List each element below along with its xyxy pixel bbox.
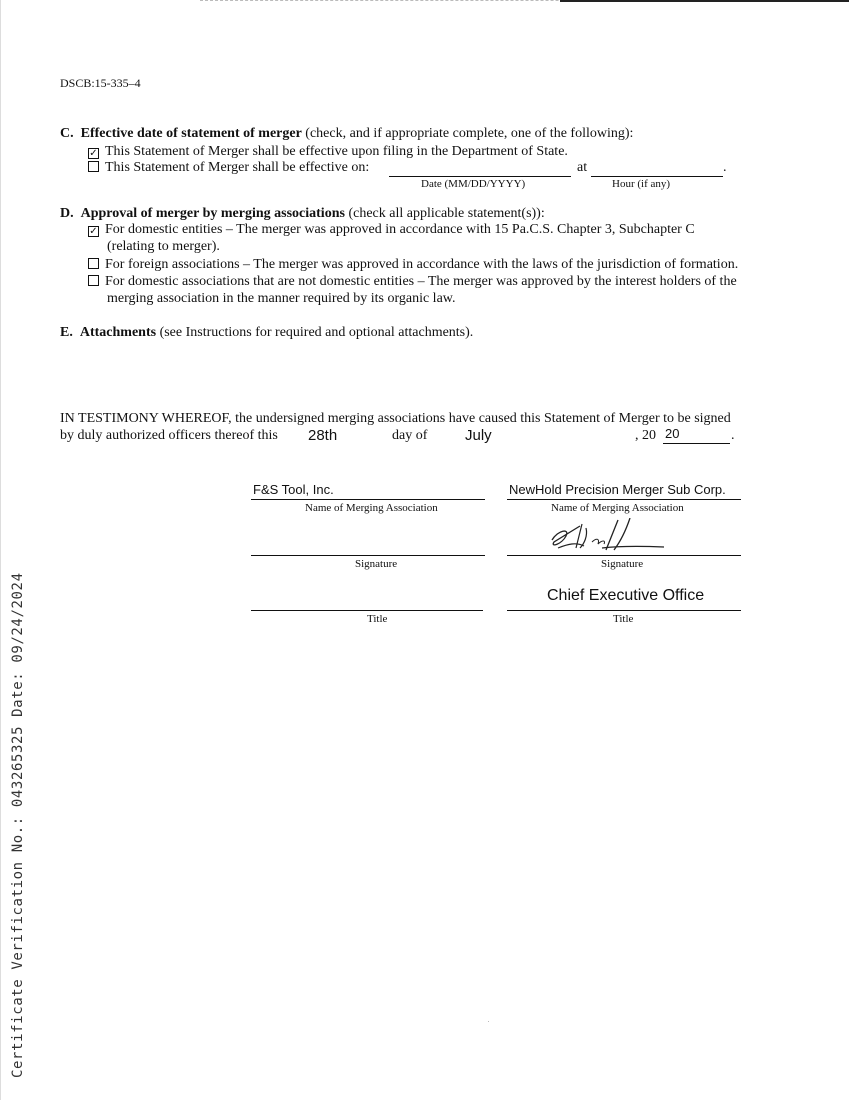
section-d-note: (check all applicable statement(s)): [344, 206, 545, 221]
section-c-letter: C. [60, 126, 74, 141]
left-association-name[interactable]: F&S Tool, Inc. [253, 482, 334, 497]
effective-date-field[interactable] [389, 176, 571, 177]
right-signature-caption: Signature [601, 558, 644, 570]
effective-hour-field[interactable] [591, 176, 723, 177]
section-d-option-3-line1: For domestic associations that are not domestic entities – The merger was approved by the interest holders of the [105, 274, 737, 289]
section-d-option-3-line2: merging association in the manner required by its organic law. [107, 291, 456, 306]
left-signature-caption: Signature [355, 558, 398, 570]
section-c-option-1-label: This Statement of Merger shall be effective upon filing in the Department of State. [105, 144, 568, 159]
left-name-line [251, 499, 485, 500]
testimony-year-suffix: . [731, 428, 735, 443]
left-signature-line[interactable] [251, 555, 485, 556]
testimony-day-of-label: day of [392, 428, 428, 443]
section-d-letter: D. [60, 206, 74, 221]
section-c-option-1-checkbox[interactable]: ✓ [89, 148, 98, 159]
left-title-line [251, 610, 483, 611]
section-e-letter: E. [60, 325, 73, 340]
scan-speck [488, 1021, 489, 1022]
testimony-day-value[interactable]: 28th [308, 427, 338, 444]
testimony-year-prefix: , 20 [635, 428, 656, 443]
testimony-year-field [663, 443, 730, 444]
testimony-month-value[interactable]: July [465, 427, 492, 444]
section-c-option-2-checkbox[interactable] [88, 161, 99, 172]
testimony-line-1: IN TESTIMONY WHEREOF, the undersigned merging associations have caused this Statement of Merger to be signed [60, 411, 731, 426]
section-d-option-3[interactable] [88, 274, 737, 290]
right-title-caption: Title [613, 613, 634, 625]
right-signature-image [540, 518, 680, 558]
testimony-line-2-prefix: by duly authorized officers thereof this [60, 428, 278, 443]
section-e-heading [60, 325, 473, 341]
section-c-heading [60, 126, 633, 142]
section-d-option-1-checkbox[interactable]: ✓ [89, 226, 98, 237]
testimony-year-value[interactable]: 20 [665, 426, 680, 441]
right-name-line [507, 499, 741, 500]
right-title-value[interactable]: Chief Executive Office [547, 587, 705, 604]
right-signature-line[interactable] [507, 555, 741, 556]
section-d-option-1-line2: (relating to merger). [107, 239, 220, 254]
section-d-option-1-line1: For domestic entities – The merger was approved in accordance with 15 Pa.C.S. Chapter 3, Subchapter C [105, 222, 695, 237]
section-c-option-2[interactable] [88, 160, 369, 176]
effective-hour-period: . [723, 160, 727, 175]
section-d-heading [60, 206, 545, 222]
certificate-verification-stamp: Certificate Verification No.: 043265325 Date: 09/24/2024 [10, 572, 26, 1078]
page-left-edge [0, 0, 1, 1100]
section-e-note: (see Instructions for required and optional attachments). [156, 325, 474, 340]
section-d-option-2-checkbox[interactable] [88, 258, 99, 269]
right-association-name[interactable]: NewHold Precision Merger Sub Corp. [509, 482, 726, 497]
section-c-option-1[interactable] [88, 144, 568, 160]
section-d-option-2-line1: For foreign associations – The merger was approved in accordance with the laws of the jurisdiction of formation. [105, 257, 739, 272]
section-c-title: Effective date of statement of merger [80, 126, 302, 141]
right-name-caption: Name of Merging Association [551, 502, 684, 514]
effective-at-label: at [577, 160, 588, 175]
left-name-caption: Name of Merging Association [305, 502, 438, 514]
right-title-line [507, 610, 741, 611]
section-c-note: (check, and if appropriate complete, one of the following): [301, 126, 634, 141]
hour-caption: Hour (if any) [612, 178, 671, 190]
left-title-caption: Title [367, 613, 388, 625]
date-caption: Date (MM/DD/YYYY) [421, 178, 526, 190]
top-scan-edge [560, 0, 849, 2]
section-e-title: Attachments [79, 325, 157, 340]
section-d-option-3-checkbox[interactable] [88, 275, 99, 286]
form-id: DSCB:15-335–4 [60, 76, 141, 90]
section-d-option-2[interactable] [88, 257, 738, 273]
section-c-option-2-label: This Statement of Merger shall be effective on: [105, 160, 370, 175]
section-d-option-1[interactable] [88, 222, 695, 238]
section-d-title: Approval of merger by merging associations [80, 206, 345, 221]
